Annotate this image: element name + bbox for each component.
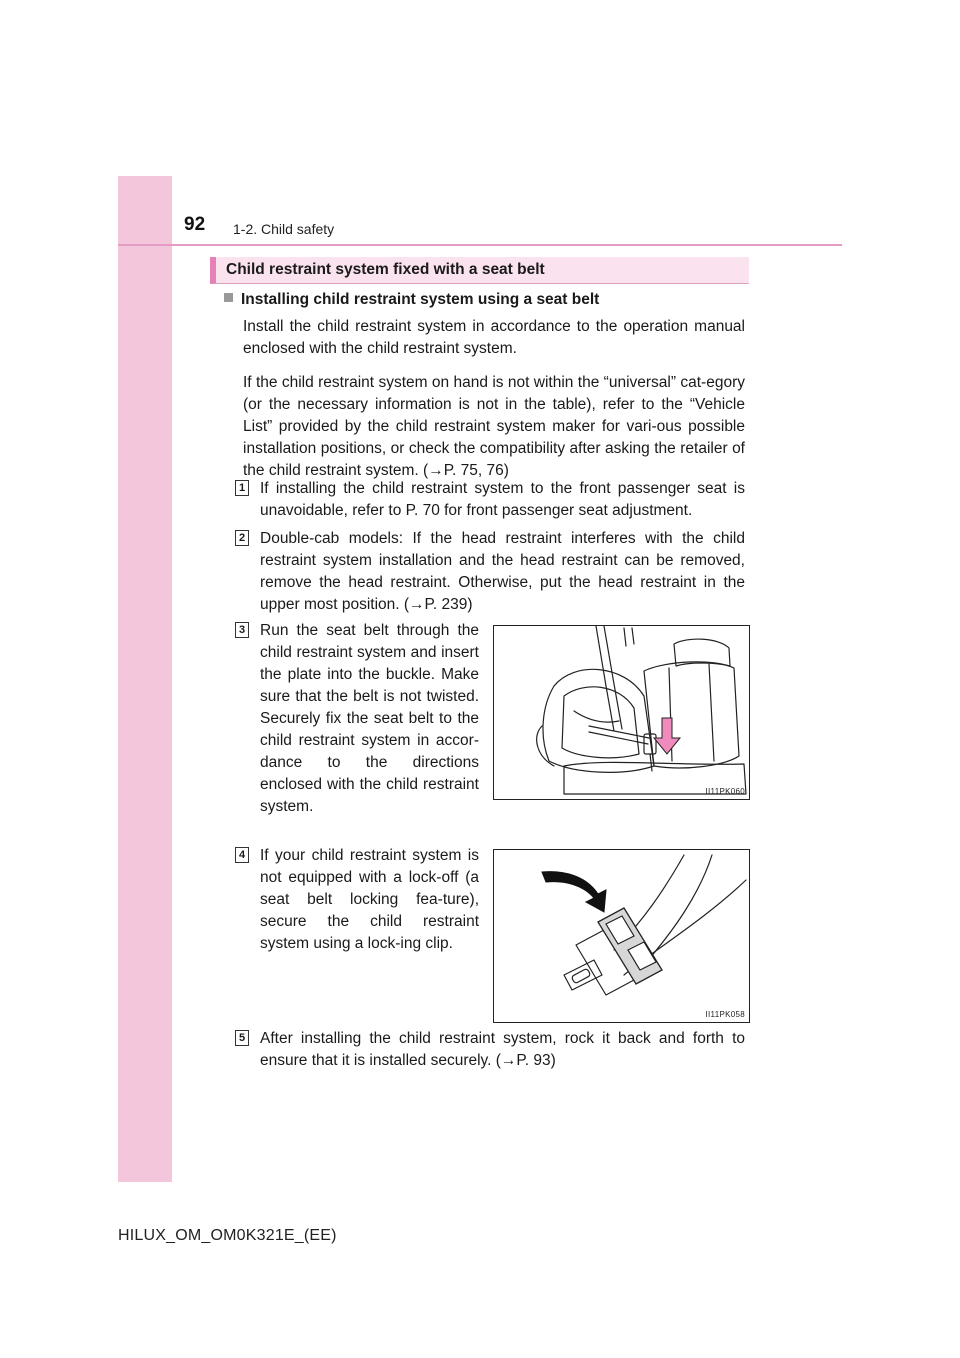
document-footer: HILUX_OM_OM0K321E_(EE): [118, 1227, 337, 1244]
step-number-badge: 1: [235, 480, 249, 496]
step-number-badge: 2: [235, 530, 249, 546]
section-title: 1-2. Child safety: [233, 221, 335, 237]
square-bullet-icon: [224, 293, 233, 302]
page-number: 92: [184, 214, 206, 235]
sub-heading: [224, 291, 599, 309]
intro-paragraph-1: Install the child restraint system in accordance to the operation manual enclosed with the child restraint system.: [243, 318, 745, 357]
step-5-text: After installing the child restraint system, rock it back and forth to ensure that it is installed securely. (→P. 93): [260, 1030, 745, 1069]
section-heading-text: Child restraint system fixed with a seat belt: [226, 261, 545, 278]
figure-code: II11PK060: [705, 787, 745, 796]
sub-heading-text: Installing child restraint system using a seat belt: [241, 291, 600, 308]
header-divider: [118, 244, 842, 246]
page-side-tab: [118, 176, 172, 1182]
step-4-text: If your child restraint system is not equipped with a lock-off (a seat belt locking fea-ture), secure the child restraint system using a lock-ing clip.: [260, 847, 479, 952]
figure-code: II11PK058: [705, 1010, 745, 1019]
step-number-badge: 3: [235, 622, 249, 638]
child-seat-belt-figure: [493, 625, 750, 800]
step-1-text: If installing the child restraint system to the front passenger seat is unavoidable, refer to P. 70 for front passenger seat adjustment.: [260, 480, 745, 519]
child-seat-belt-illustration-icon: [494, 626, 749, 799]
step-number-badge: 4: [235, 847, 249, 863]
locking-clip-figure: [493, 849, 750, 1023]
section-heading: [210, 257, 749, 284]
step-2-text: Double-cab models: If the head restraint interferes with the child restraint system installation and the head restraint can be removed, remove the head restraint. Otherwise, put the head restraint in the upper most position. (→P. 239): [260, 530, 745, 613]
step-3-text: Run the seat belt through the child restraint system and insert the plate into the buckle. Make sure that the belt is not twisted. Securely fix the seat belt to the child restraint system in accor-dance to the directions enclosed with the child restraint system.: [260, 622, 479, 815]
intro-paragraph-2: If the child restraint system on hand is not within the “universal” cat-egory (or the necessary information is not in the table), refer to the “Vehicle List” provided by the child restraint system maker for vari-ous possible installation positions, or check the compatibility after asking the retailer of the child restraint system. (→P. 75, 76): [243, 374, 745, 479]
step-number-badge: 5: [235, 1030, 249, 1046]
locking-clip-illustration-icon: [494, 850, 749, 1022]
